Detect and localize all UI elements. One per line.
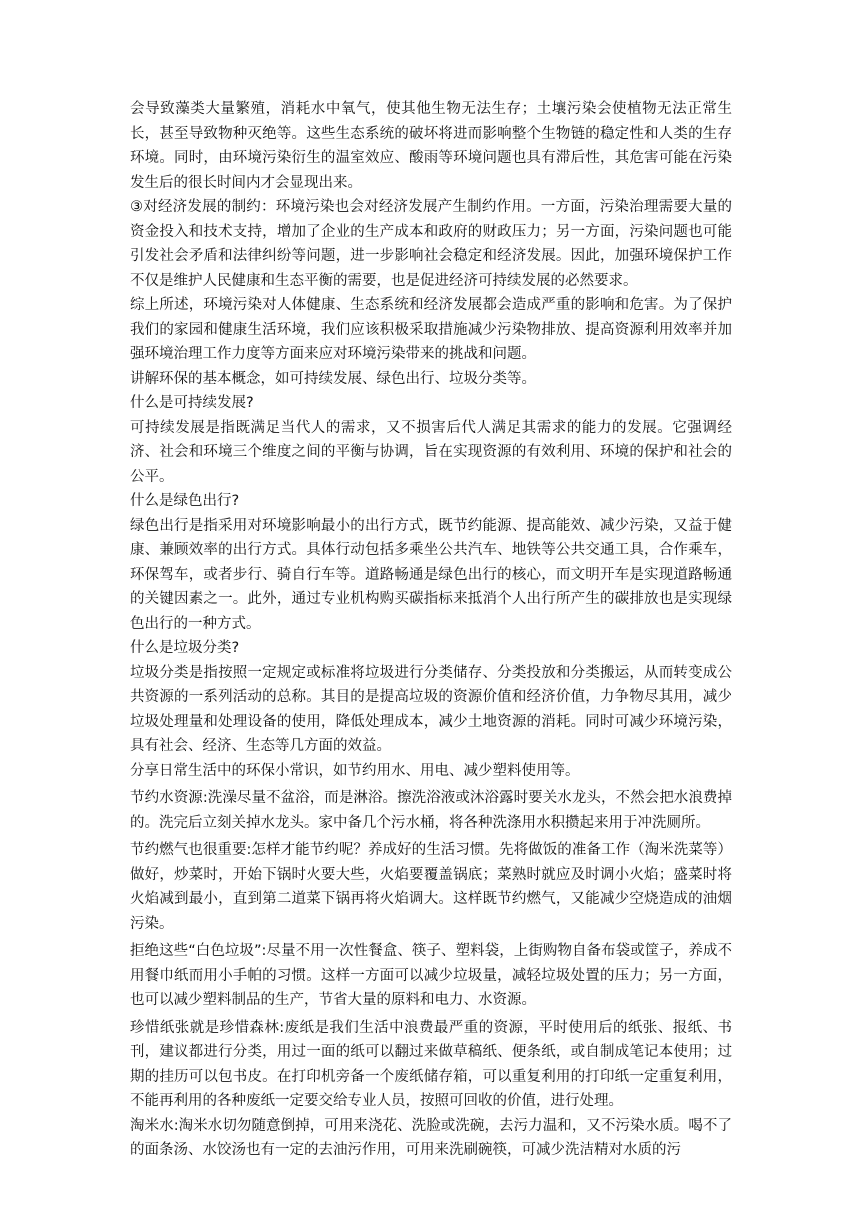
paragraph-green-travel: 绿色出行是指采用对环境影响最小的出行方式，既节约能源、提高能效、减少污染，又益于健康、兼顾效率的出行方式。具体行动包括多乘坐公共汽车、地铁等公共交通工具，合作乘车，环保驾车，或者步行、骑自行车等。道路畅通是绿色出行的核心，而文明开车是实现道路畅通的关键因素之一。此外，通过专业机构购买碳指标来抵消个人出行所产生的碳排放也是实现绿色出行的一种方式。: [130, 517, 732, 632]
paragraph-economic-impact: ③对经济发展的制约：环境污染也会对经济发展产生制约作用。一方面，污染治理需要大量的资金投入和技术支持，增加了企业的生产成本和政府的财政压力；另一方面，污染问题也可能引发社会矛盾和法律纠纷等问题，进一步影响社会稳定和经济发展。因此，加强环境保护工作不仅是维护人民健康和生态平衡的需要，也是促进经济可持续发展的必然要求。: [130, 199, 732, 289]
paragraph-sustainable-development: 可持续发展是指既满足当代人的需求，又不损害后代人满足其需求的能力的发展。它强调经济、社会和环境三个维度之间的平衡与协调，旨在实现资源的有效利用、环境的保护和社会的公平。: [130, 419, 732, 485]
heading-green-travel: 什么是绿色出行?: [130, 493, 240, 509]
paragraph-concepts-intro: 讲解环保的基本概念，如可持续发展、绿色出行、垃圾分类等。: [130, 370, 536, 387]
paragraph-ecosystem-damage: 会导致藻类大量繁殖，消耗水中氧气，使其他生物无法生存；土壤污染会使植物无法正常生长，甚至导致物种灭绝等。这些生态系统的破坏将进而影响整个生物链的稳定性和人类的生存环境。同时，由环境污染衍生的温室效应、酸雨等环境问题也具有滞后性，其危害可能在污染发生后的很长时间内才会显现出来。: [130, 101, 732, 191]
paragraph-save-gas: 节约燃气也很重要:怎样才能节约呢？养成好的生活习惯。先将做饭的准备工作（淘米洗菜等）做好，炒菜时，开始下锅时火要大些，火焰要覆盖锅底；菜熟时就应及时调小火焰；盛菜时将火焰减到最小，直到第二道菜下锅再将火焰调大。这样既节约燃气，又能减少空烧造成的油烟污染。: [130, 842, 732, 932]
paragraph-white-garbage: 拒绝这些“白色垃圾”:尽量不用一次性餐盒、筷子、塑料袋，上街购物自备布袋或筐子，养成不用餐巾纸而用小手帕的习惯。这样一方面可以减少垃圾量，减轻垃圾处置的压力；另一方面，也可以减少塑料制品的生产，节省大量的原料和电力、水资源。: [130, 943, 732, 1008]
paragraph-summary: 综上所述，环境污染对人体健康、生态系统和经济发展都会造成严重的影响和危害。为了保护我们的家园和健康生活环境，我们应该积极采取措施减少污染物排放、提高资源利用效率并加强环境治理工作力度等方面来应对环境污染带来的挑战和问题。: [130, 297, 732, 362]
heading-garbage-sorting: 什么是垃圾分类?: [130, 640, 240, 656]
paragraph-save-water: 节约水资源:洗澡尽量不盆浴，而是淋浴。擦洗浴液或沐浴露时要关水龙头，不然会把水浪费掉的。洗完后立刻关掉水龙头。家中备几个污水桶，将各种洗涤用水积攒起来用于冲洗厕所。: [130, 790, 732, 831]
paragraph-save-paper: 珍惜纸张就是珍惜森林:废纸是我们生活中浪费最严重的资源，平时使用后的纸张、报纸、书刊，建议都进行分类，用过一面的纸可以翻过来做草稿纸、便条纸，或自制成笔记本使用；过期的挂历可以包书皮。在打印机旁备一个废纸储存箱，可以重复利用的打印纸一定重复利用，不能再利用的各种废纸一定要交给专业人员，按照可回收的价值，进行处理。: [130, 1019, 732, 1109]
document-body: [130, 97, 732, 1163]
heading-sustainable-development: 什么是可持续发展?: [130, 395, 254, 411]
paragraph-rice-water: 淘米水:淘米水切勿随意倒掉，可用来浇花、洗脸或洗碗，去污力温和，又不污染水质。喝不了的面条汤、水饺汤也有一定的去油污作用，可用来洗刷碗筷，可减少洗洁精对水质的污: [130, 1117, 732, 1158]
paragraph-tips-intro: 分享日常生活中的环保小常识，如节约用水、用电、减少塑料使用等。: [130, 762, 580, 779]
paragraph-garbage-sorting: 垃圾分类是指按照一定规定或标准将垃圾进行分类储存、分类投放和分类搬运，从而转变成公共资源的一系列活动的总称。其目的是提高垃圾的资源价值和经济价值，力争物尽其用，减少垃圾处理量和处理设备的使用，降低处理成本，减少土地资源的消耗。同时可减少环境污染，具有社会、经济、生态等几方面的效益。: [130, 664, 732, 754]
